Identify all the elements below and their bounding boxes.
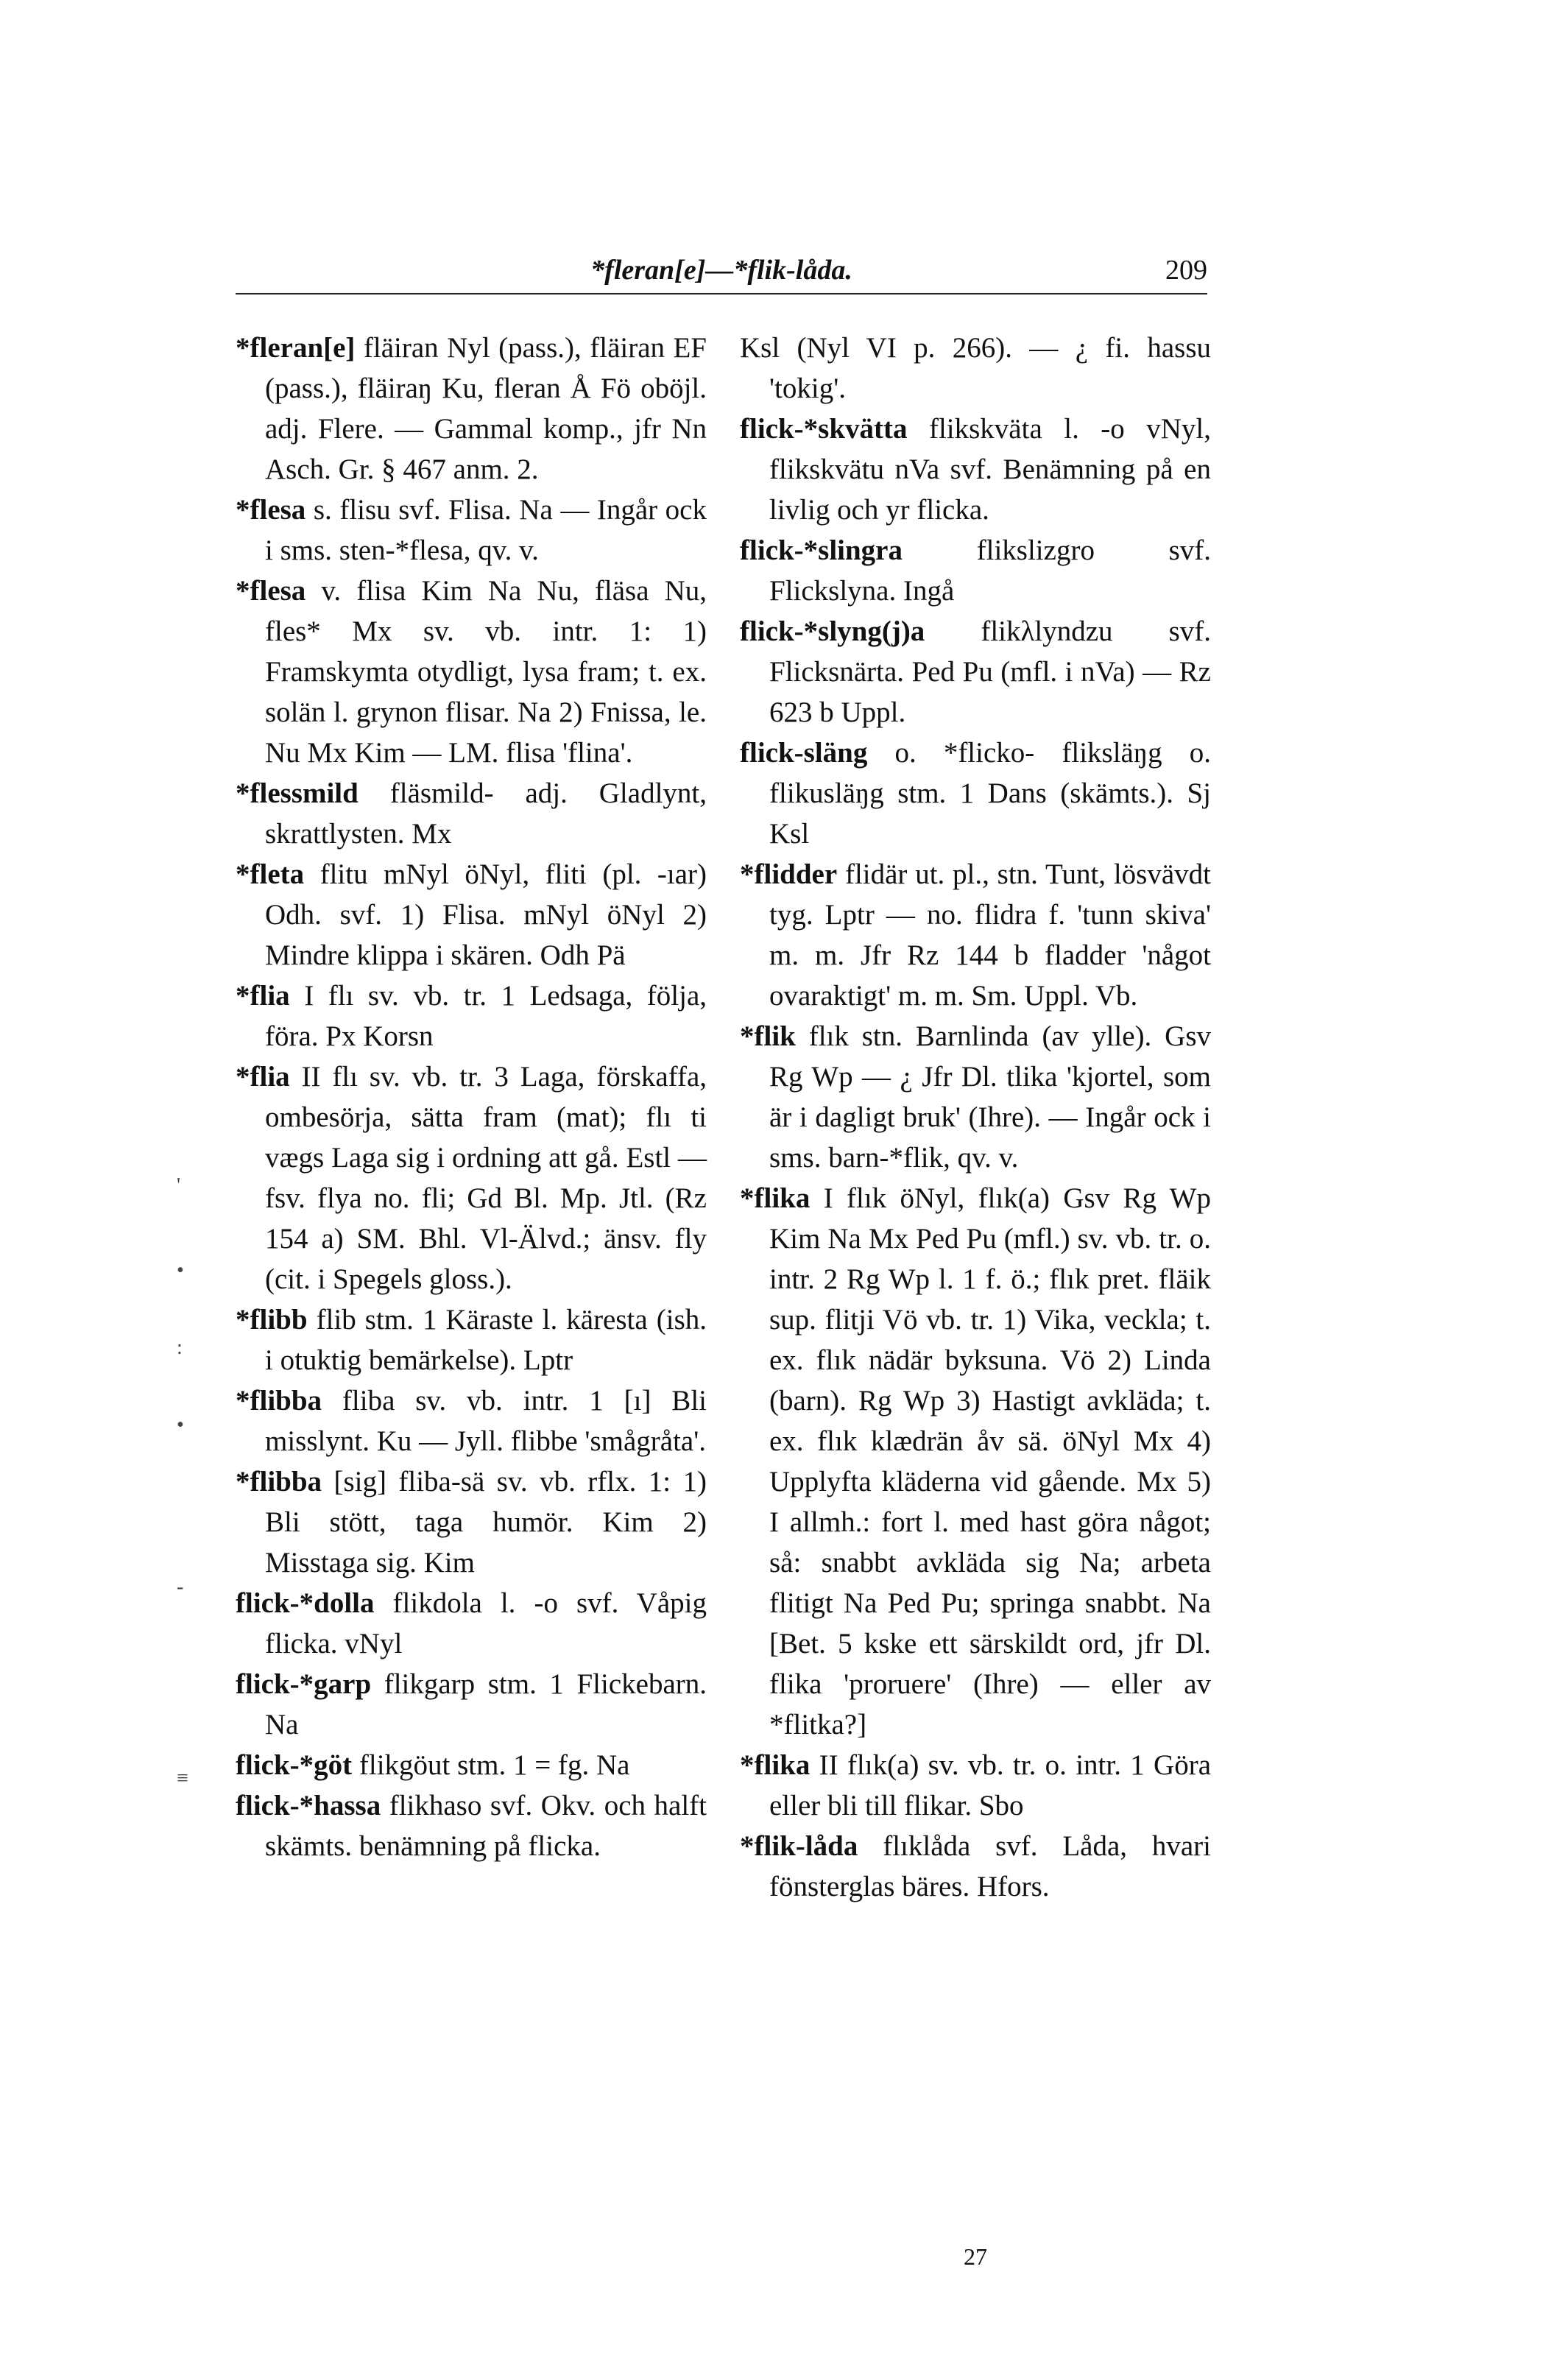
- entry-text: flib stm. 1 Käraste l. käresta (ish. i otuktig bemärkelse). Lptr: [265, 1304, 707, 1376]
- entry-text: flikgarp stm. 1 Flickebarn. Na: [265, 1668, 707, 1740]
- entry-headword: *flidder: [740, 858, 838, 890]
- running-title: *fleran[e]—*flik-låda.: [590, 255, 852, 286]
- dictionary-entry: [740, 409, 1211, 530]
- entry-text: flitu mNyl öNyl, fliti (pl. -ıar) Odh. svf. 1) Flisa. mNyl öNyl 2) Mindre klippa i skären. Odh Pä: [265, 858, 707, 971]
- signature-mark: 27: [964, 2243, 987, 2270]
- dictionary-entry: [740, 854, 1211, 1016]
- dictionary-entry: [236, 1745, 707, 1785]
- dictionary-entry: [740, 1745, 1211, 1826]
- entry-text: II flık(a) sv. vb. tr. o. intr. 1 Göra eller bli till flikar. Sbo: [769, 1749, 1212, 1821]
- entry-headword: *flibba: [236, 1385, 322, 1417]
- margin-mark: ': [177, 1174, 181, 1197]
- entry-text: fliba sv. vb. intr. 1 [ı] Bli misslynt. Ku — Jyll. flibbe 'smågråta'.: [265, 1385, 707, 1457]
- dictionary-entry: [236, 1056, 707, 1299]
- entry-text: v. flisa Kim Na Nu, fläsa Nu, fles* Mx sv. vb. intr. 1: 1) Framskymta otydligt, lysa fram; t. ex. solän l. grynon flisar. Na 2) Fnissa, le. Nu Mx Kim — LM. flisa 'flina'.: [265, 575, 707, 769]
- entry-headword: *flika: [740, 1749, 811, 1781]
- dictionary-entry: [740, 611, 1211, 733]
- dictionary-entry: [740, 530, 1211, 611]
- entry-headword: *flika: [740, 1182, 811, 1214]
- entry-headword: *fleran[e]: [236, 332, 356, 364]
- running-header: [236, 254, 1207, 291]
- entry-headword: *flesa: [236, 494, 306, 526]
- margin-mark: ≡: [177, 1767, 188, 1790]
- entry-headword: *flesa: [236, 575, 306, 607]
- entry-headword: flick-*slingra: [740, 535, 903, 566]
- dictionary-entry: [236, 976, 707, 1056]
- entry-headword: *flik: [740, 1020, 796, 1052]
- dictionary-entry: [740, 328, 1211, 409]
- entry-text: flıklåda svf. Låda, hvari fönsterglas bäres. Hfors.: [769, 1830, 1212, 1902]
- page-number: 209: [1165, 255, 1207, 286]
- entry-headword: flick-*slyng(j)a: [740, 615, 925, 647]
- dictionary-entry: [236, 773, 707, 854]
- margin-mark: -: [177, 1576, 184, 1598]
- entry-headword: flick-*garp: [236, 1668, 372, 1700]
- entry-text: I flı sv. vb. tr. 1 Ledsaga, följa, föra. Px Korsn: [265, 980, 707, 1052]
- entry-headword: *flibba: [236, 1466, 322, 1497]
- dictionary-entry: [236, 571, 707, 773]
- entry-text: flikdola l. -o svf. Våpig flicka. vNyl: [265, 1587, 707, 1659]
- entry-text: flık stn. Barnlinda (av ylle). Gsv Rg Wp — ¿ Jfr Dl. tlika 'kjortel, som är i dagligt bruk' (Ihre). — Ingår ock i sms. barn-*flik, qv. v.: [769, 1020, 1211, 1174]
- dictionary-entry: [740, 1016, 1211, 1178]
- entry-text: flikgöut stm. 1 = fg. Na: [359, 1749, 630, 1781]
- entry-headword: flick-*göt: [236, 1749, 353, 1781]
- right-column: [740, 328, 1211, 1907]
- entry-headword: *fleta: [236, 858, 305, 890]
- entry-headword: flick-*dolla: [236, 1587, 375, 1619]
- entry-text: flikλlyndzu svf. Flicksnärta. Ped Pu (mfl. i nVa) — Rz 623 b Uppl.: [769, 615, 1211, 728]
- dictionary-entry: [236, 1583, 707, 1664]
- entry-text: Ksl (Nyl VI p. 266). — ¿ fi. hassu 'tokig'.: [740, 332, 1211, 404]
- margin-mark: •: [177, 1259, 184, 1282]
- entry-text: s. flisu svf. Flisa. Na — Ingår ock i sms. sten-*flesa, qv. v.: [265, 494, 707, 566]
- dictionary-entry: [236, 328, 707, 490]
- entry-headword: flick-*skvätta: [740, 413, 908, 445]
- entry-text: II flı sv. vb. tr. 3 Laga, förskaffa, ombesörja, sätta fram (mat); flı ti vægs Laga sig i ordning att gå. Estl — fsv. flya no. fli; Gd Bl. Mp. Jtl. (Rz 154 a) SM. Bhl. Vl-Älvd.; änsv. fly (cit. i Spegels gloss.).: [265, 1061, 707, 1295]
- entry-headword: flick-släng: [740, 737, 868, 769]
- dictionary-entry: [236, 1380, 707, 1461]
- entry-headword: *flik-låda: [740, 1830, 858, 1862]
- dictionary-entry: [740, 1178, 1211, 1745]
- margin-mark: :: [177, 1336, 183, 1359]
- entry-text: flikslizgro svf. Flickslyna. Ingå: [769, 535, 1211, 607]
- entry-text: fläsmild- adj. Gladlynt, skrattlysten. Mx: [265, 777, 707, 850]
- entry-text: [sig] fliba-sä sv. vb. rflx. 1: 1) Bli stött, taga humör. Kim 2) Misstaga sig. Kim: [265, 1466, 707, 1578]
- dictionary-entry: [740, 733, 1211, 854]
- dictionary-entry: [236, 490, 707, 571]
- entry-text: flikskväta l. -o vNyl, flikskvätu nVa svf. Benämning på en livlig och yr flicka.: [769, 413, 1211, 526]
- entry-text: I flık öNyl, flık(a) Gsv Rg Wp Kim Na Mx Ped Pu (mfl.) sv. vb. tr. o. intr. 2 Rg Wp l. 1 f. ö.; flık pret. fläik sup. flitji Vö vb. tr. 1) Vika, veckla; t. ex. flık nädär byksuna. Vö 2) Linda (barn). Rg Wp 3) Hastigt avkläda; t. ex. flık klædrän åv sä. öNyl Mx 4) Upplyfta kläderna vid gående. Mx 5) I allmh.: fort l. med hast göra något; så: snabbt avkläda sig Na; arbeta flitigt Na Ped Pu; springa snabbt. Na [Bet. 5 kske ett särskildt ord, jfr Dl. flika 'proruere' (Ihre) — eller av *flitka?]: [769, 1182, 1211, 1740]
- dictionary-entry: [236, 1785, 707, 1866]
- entry-headword: *flia: [236, 1061, 290, 1093]
- dictionary-entry: [236, 854, 707, 976]
- dictionary-entry: [236, 1299, 707, 1380]
- entry-text: o. *flicko- fliksläŋg o. flikusläŋg stm. 1 Dans (skämts.). Sj Ksl: [769, 737, 1212, 850]
- entry-text: flikhaso svf. Okv. och halft skämts. benämning på flicka.: [265, 1790, 707, 1862]
- dictionary-entry: [236, 1461, 707, 1583]
- left-column: [236, 328, 707, 1866]
- entry-headword: flick-*hassa: [236, 1790, 381, 1821]
- dictionary-entry: [740, 1826, 1211, 1907]
- entry-text: flidär ut. pl., stn. Tunt, lösvävdt tyg. Lptr — no. flidra f. 'tunn skiva' m. m. Jfr Rz 144 b fladder 'något ovaraktigt' m. m. Sm. Uppl. Vb.: [769, 858, 1211, 1012]
- entry-headword: *flibb: [236, 1304, 308, 1336]
- header-rule: [236, 293, 1207, 294]
- entry-text: fläiran Nyl (pass.), fläiran EF (pass.), fläiraŋ Ku, fleran Å Fö oböjl. adj. Flere. — Gammal komp., jfr Nn Asch. Gr. § 467 anm. 2.: [265, 332, 707, 485]
- dictionary-entry: [236, 1664, 707, 1745]
- margin-mark: •: [177, 1414, 184, 1436]
- entry-headword: *flia: [236, 980, 290, 1012]
- entry-headword: *flessmild: [236, 777, 359, 809]
